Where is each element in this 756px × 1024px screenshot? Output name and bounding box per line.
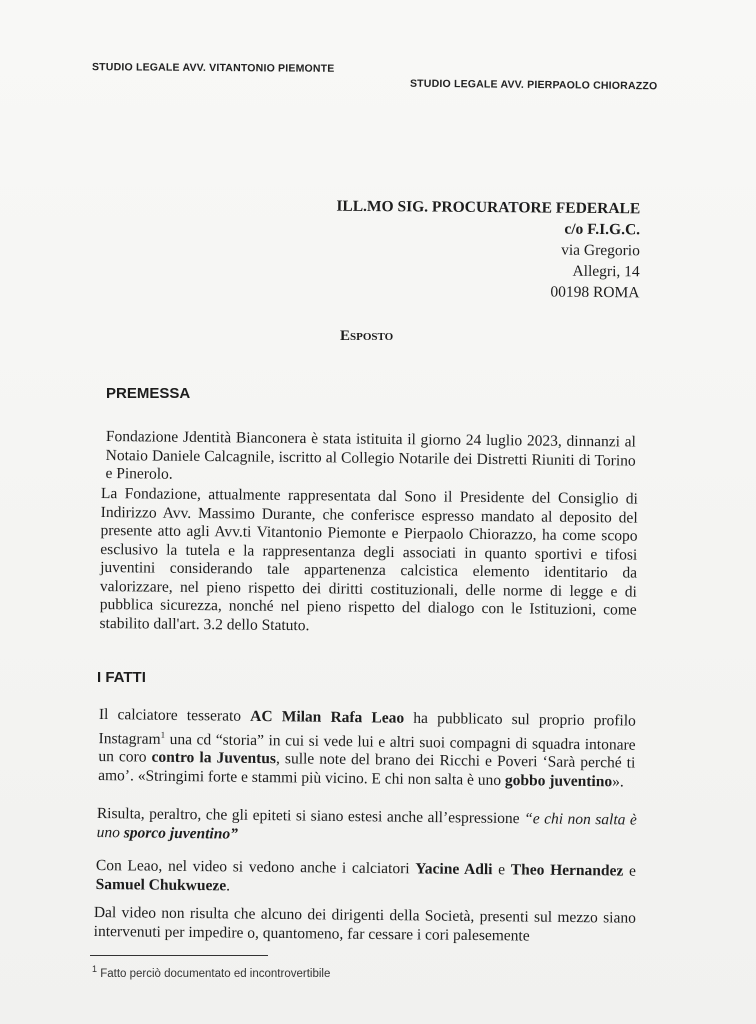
p5-text-1: Con Leao, nel video si vedono anche i calciatori (95, 857, 416, 878)
recipient-line-1: ILL.MO SIG. PROCURATORE FEDERALE (336, 197, 641, 218)
recipient-line-2: c/o F.I.G.C. (564, 220, 641, 239)
section-heading-fatti: I FATTI (97, 669, 146, 686)
p5-bold-3: Samuel Chukwueze (95, 875, 227, 894)
p3-text-3: una cd “storia” in cui si vede lui e altri suoi compagni di squadra intonare un coro (98, 730, 636, 766)
paragraph-3 (98, 706, 636, 792)
p5-text-2: e (492, 861, 511, 879)
footnote-text: Fatto perciò documentato ed incontrovertibile (97, 967, 331, 980)
p5-text-4: . (226, 876, 231, 894)
law-firm-left: STUDIO LEGALE AVV. VITANTONIO PIEMONTE (91, 61, 335, 75)
footnote (92, 964, 330, 980)
law-firm-right: STUDIO LEGALE AVV. PIERPAOLO CHIORAZZO (409, 77, 658, 93)
paragraph-4 (97, 805, 637, 849)
recipient-address (336, 196, 641, 304)
paragraph-2: La Fondazione, attualmente rappresentata dal Sono il Presidente del Consiglio di Indirizzo Avv. Massimo Durante, che conferisce espresso mandato al deposito del presente atto agli Avv.ti Vitantonio Piemonte e Pierpaolo Chiorazzo, ha come scopo esclusivo la tutela e la rappresentanza degli associati in quanto sportivi e tifosi juventini considerando tale appartenenza calcistica elemento identitario da valorizzare, nel pieno rispetto dei diritti costituzionali, delle norme di legge e di pubblica sicurezza, nonché nel pieno rispetto del dialogo con le Istituzioni, come stabilito dall'art. 3.2 dello Statuto. (99, 485, 638, 634)
p3-bold-3: gobbo juventino (504, 771, 613, 790)
footnote-divider (90, 955, 268, 956)
document-title: Esposto (340, 328, 394, 344)
recipient-line-3: via Gregorio (561, 241, 641, 260)
recipient-line-5: 00198 ROMA (550, 283, 640, 302)
p4-text-1: Risulta, peraltro, che gli epiteti si siano estesi anche all’espressione (96, 805, 525, 828)
p5-bold-2: Theo Hernandez (510, 861, 624, 880)
p3-text-5: ». (612, 772, 624, 791)
p3-bold-1: AC Milan Rafa Leao (250, 707, 405, 727)
footnote-marker: 1 (92, 964, 98, 974)
p3-text-2: ha pubblicato sul proprio profilo Instagram (98, 709, 636, 748)
p4-bold-italic-1: sporco juventino” (123, 823, 238, 843)
p4-italic-1: “e chi non salta è uno (96, 810, 637, 841)
section-heading-premessa: PREMESSA (106, 385, 191, 402)
p5-text-3: e (623, 862, 636, 880)
paragraph-5 (96, 857, 636, 900)
footnote-reference: 1 (160, 729, 166, 740)
p3-text-4: , sulle note del brano dei Ricchi e Poveri ‘Sarà perché ti amo’. «Stringimi forte e stammi più vicino. E chi non salta è uno (98, 750, 636, 789)
recipient-line-4: Allegri, 14 (572, 262, 640, 281)
paragraph-6: Dal video non risulta che alcuno dei dirigenti della Società, presenti sul mezzo siano intervenuti per impedire o, quantomeno, far cessare i cori palesemente (93, 904, 636, 945)
p3-text-1: Il calciatore tesserato (98, 706, 251, 725)
p3-bold-2: contro la Juventus (151, 748, 277, 768)
p5-bold-1: Yacine Adli (415, 860, 493, 879)
paragraph-1: Fondazione Jdentità Bianconera è stata istituita il giorno 24 luglio 2023, dinnanzi al Notaio Daniele Calcagnile, iscritto al Collegio Notarile dei Distretti Riuniti di Torino e Pinerolo. (105, 428, 636, 483)
